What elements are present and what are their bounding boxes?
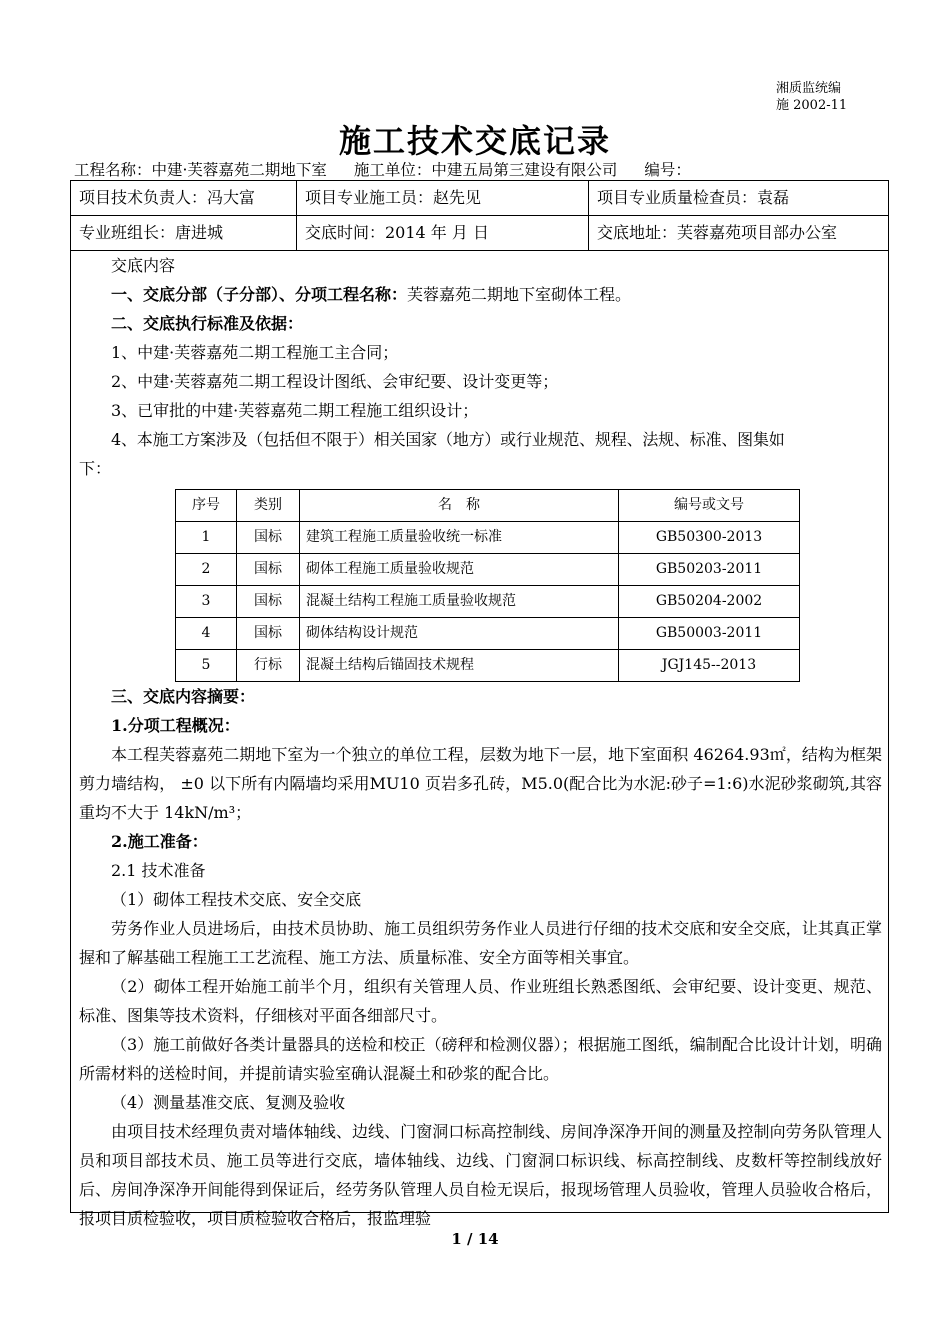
standards-table — [175, 489, 800, 682]
row-name: 混凝土结构工程施工质量验收规范 — [300, 586, 619, 618]
col-header-type: 类别 — [237, 490, 300, 522]
briefing-time-cell: 交底时间：2014 年 月 日 — [296, 216, 588, 250]
col-header-code: 编号或文号 — [619, 490, 800, 522]
row-type: 国标 — [237, 554, 300, 586]
standards-table-header — [176, 490, 800, 522]
project-name: 工程名称：中建·芙蓉嘉苑二期地下室 — [74, 161, 327, 179]
record-number: 编号： — [644, 161, 691, 179]
section-1-label: 一、交底分部（子分部）、分项工程名称： — [111, 285, 408, 304]
row-type: 国标 — [237, 586, 300, 618]
col-header-no: 序号 — [176, 490, 237, 522]
section-3-2-label: 2.施工准备： — [111, 832, 208, 851]
section-1-value: 芙蓉嘉苑二期地下室砌体工程。 — [407, 285, 632, 304]
prep-item-4: （4）测量基准交底、复测及验收 — [111, 1093, 346, 1112]
row-no: 5 — [176, 650, 237, 682]
prep-item-4-body: 由项目技术经理负责对墙体轴线、边线、门窗洞口标高控制线、房间净深净开间的测量及控制向劳务队管理人员和项目部技术员、施工员等进行交底，墙体轴线、边线、门窗洞口标识线、标高控制线、皮数杆等控制线放好后、房间净深净开间能得到保证后，经劳务队管理人员自检无误后，报现场管理人员验收，管理人员验收合格后，报项目质检验收，项目质检验收合格后，报监理验 — [79, 1122, 882, 1228]
briefing-content — [79, 251, 882, 1233]
prep-item-3: （3）施工前做好各类计量器具的送检和校正（磅秤和检测仪器）；根据施工图纸，编制配合比设计计划，明确所需材料的送检时间，并提前请实验室确认混凝土和砂浆的配合比。 — [79, 1035, 882, 1083]
section-2-1-heading: 2.1 技术准备 — [111, 861, 206, 880]
header-row-2 — [71, 216, 888, 251]
form-code-line-2: 施 2002-11 — [776, 98, 848, 113]
header-row-1 — [71, 181, 888, 216]
row-code: GB50204-2002 — [619, 586, 800, 618]
row-type: 国标 — [237, 618, 300, 650]
row-name: 混凝土结构后锚固技术规程 — [300, 650, 619, 682]
row-code: JGJ145--2013 — [619, 650, 800, 682]
row-name: 砌体工程施工质量验收规范 — [300, 554, 619, 586]
row-no: 2 — [176, 554, 237, 586]
standard-item-4-cont: 下： — [79, 459, 112, 478]
prep-item-2: （2）砌体工程开始施工前半个月，组织有关管理人员、作业班组长熟悉图纸、会审纪要、设计变更、规范、标准、图集等技术资料，仔细核对平面各细部尺寸。 — [79, 977, 882, 1025]
project-info-line — [74, 158, 713, 180]
team-leader-cell: 专业班组长：唐进城 — [79, 223, 224, 242]
content-heading: 交底内容 — [111, 256, 176, 275]
row-code: GB50203-2011 — [619, 554, 800, 586]
row-no: 4 — [176, 618, 237, 650]
section-3-label: 三、交底内容摘要： — [111, 687, 256, 706]
overview-paragraph: 本工程芙蓉嘉苑二期地下室为一个独立的单位工程，层数为地下一层，地下室面积 46264.93㎡，结构为框架剪力墙结构， ±0 以下所有内隔墙均采用MU10 页岩多孔砖，M5.0(配合比为水泥:砂子=1:6)水泥砂浆砌筑,其容重均不大于 14kN/m³； — [79, 745, 882, 822]
row-code: GB50300-2013 — [619, 522, 800, 554]
section-3-1-label: 1.分项工程概况： — [111, 716, 240, 735]
col-header-name: 名 称 — [300, 490, 619, 522]
form-code — [776, 80, 847, 114]
row-type: 行标 — [237, 650, 300, 682]
page-number: 1 / 14 — [451, 1230, 499, 1248]
prep-item-1: （1）砌体工程技术交底、安全交底 — [111, 890, 362, 909]
table-row — [176, 618, 800, 650]
row-code: GB50003-2011 — [619, 618, 800, 650]
table-row — [176, 522, 800, 554]
page-title: 施工技术交底记录 — [338, 122, 611, 160]
section-1 — [79, 280, 882, 309]
standard-item-4: 4、本施工方案涉及（包括但不限于）相关国家（地方）或行业规范、规程、法规、标准、图集如 — [111, 430, 785, 449]
row-name: 建筑工程施工质量验收统一标准 — [300, 522, 619, 554]
standard-item-1: 1、中建·芙蓉嘉苑二期工程施工主合同； — [111, 343, 399, 362]
record-table — [70, 180, 889, 1228]
standard-item-3: 3、已审批的中建·芙蓉嘉苑二期工程施工组织设计； — [111, 401, 479, 420]
table-row — [176, 586, 800, 618]
row-no: 1 — [176, 522, 237, 554]
table-row — [176, 650, 800, 682]
row-no: 3 — [176, 586, 237, 618]
prep-item-1-body: 劳务作业人员进场后，由技术员协助、施工员组织劳务作业人员进行仔细的技术交底和安全交底，让其真正掌握和了解基础工程施工工艺流程、施工方法、质量标准、安全方面等相关事宜。 — [79, 919, 882, 967]
form-code-line-1: 湘质监统编 — [776, 81, 842, 96]
briefing-location-cell: 交底地址：芙蓉嘉苑项目部办公室 — [588, 216, 888, 250]
site-engineer-cell: 项目专业施工员：赵先见 — [296, 181, 588, 215]
tech-lead-cell: 项目技术负责人：冯大富 — [79, 188, 256, 207]
standard-item-2: 2、中建·芙蓉嘉苑二期工程设计图纸、会审纪要、设计变更等； — [111, 372, 559, 391]
row-type: 国标 — [237, 522, 300, 554]
section-2-label: 二、交底执行标准及依据： — [111, 314, 304, 333]
quality-inspector-cell: 项目专业质量检查员：袁磊 — [588, 181, 888, 215]
construction-unit: 施工单位：中建五局第三建设有限公司 — [353, 161, 618, 179]
row-name: 砌体结构设计规范 — [300, 618, 619, 650]
table-row — [176, 554, 800, 586]
